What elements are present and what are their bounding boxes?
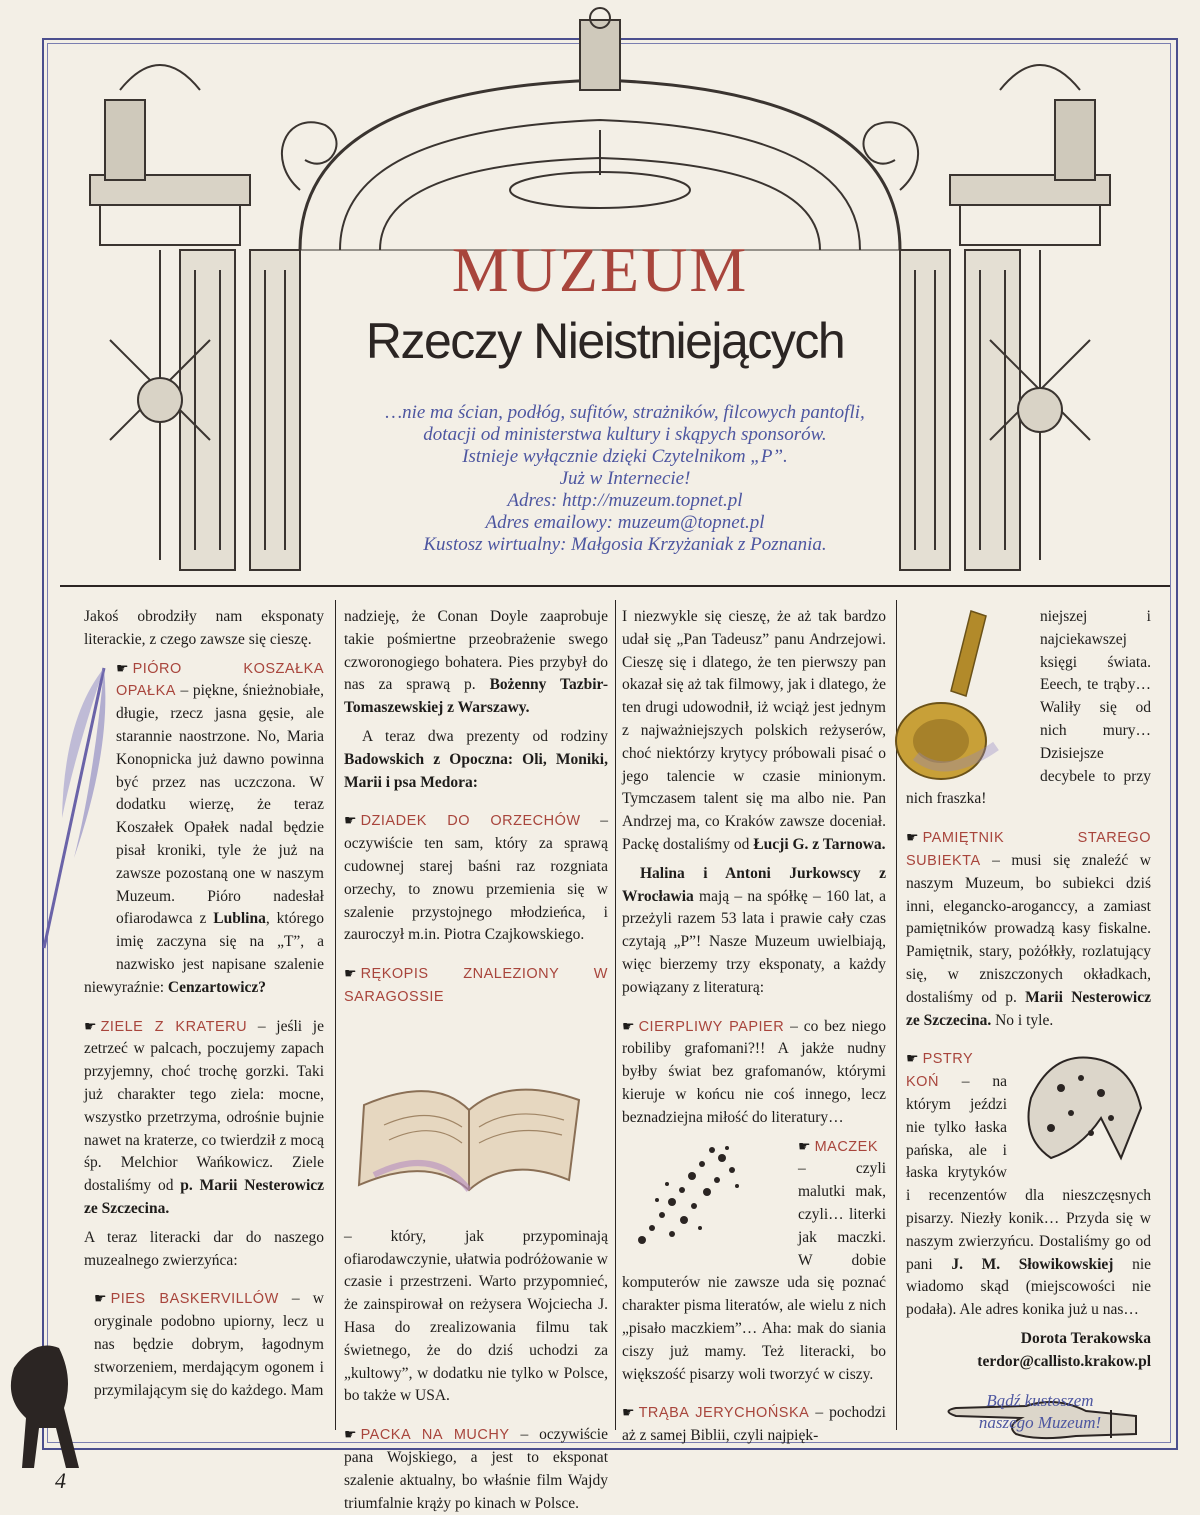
paragraph: niejszej i najciekawszej księgi świata. Eeech, te trąby… Waliły się od nich mury… Dzisiejsze decybele to przy nich fraszka!: [906, 608, 1151, 808]
intro-line: Kustosz wirtualny: Małgosia Krzyżaniak z Poznania.: [423, 534, 827, 555]
paragraph: A teraz dwa prezenty od rodziny Badowskich z Opoczna: Oli, Moniki, Marii i psa Medora:: [344, 727, 608, 791]
exhibit-heading: PSTRY KOŃ: [906, 1051, 974, 1091]
pointing-hand-icon: ☛: [94, 1291, 107, 1308]
exhibit-heading: CIERPLIWY PAPIER: [638, 1018, 785, 1035]
column-1: [84, 606, 324, 1446]
dog-illustration: [4, 1328, 94, 1478]
pointing-hand-icon: ☛: [906, 830, 919, 847]
exhibit-herb: ☛ ZIELE Z KRATERU – jeśli je zetrzeć w palcach, poczujemy zapach przyjemny, choć trochę gorzki. Taki już charakter tego ziela: mocne, wszystko przetrzyma, odrośnie bujnie nawet na kraterze, co twierdził z mocą śp. Melchior Wańkowicz. Ziele dostaliśmy od p. Marii Nesterowicz ze Szczecina.: [84, 1017, 325, 1217]
exhibit-heading: MACZEK: [814, 1138, 878, 1155]
paragraph: – który, jak przypominają ofiarodawczynie, ułatwia podróżowanie w czasie i przestrzeni. Warto przypomnieć, że zainspirował on reżysera Wojciecha J. Hasa do zrealizowania filmu tak świetnego, że do dziś uchodzi za „kultowy”, w dodatku nie tylko w Polsce, bo także w USA.: [344, 1227, 608, 1405]
exhibit-diary: ☛ PAMIĘTNIK STAREGO SUBIEKTA – musi się znaleźć w naszym Muzeum, bo subiekci dziś inni, elegancko-aroganccy, a zamiast pamiętników prowadzą kasy fiskalne. Pamiętnik, stary, pożółkły, rozlatujący się, w zniszczonych okładkach, dostaliśmy od p. Marii Nesterowicz ze Szczecina. No i tyle.: [906, 830, 1151, 1029]
pointing-hand-icon: ☛: [116, 660, 129, 677]
trumpet-illustration: [886, 606, 1036, 786]
pointing-hand-icon: ☛: [906, 1051, 919, 1068]
column-2: [344, 606, 608, 1512]
paragraph: I niezwykle się cieszę, że aż tak bardzo udał się „Pan Tadeusz” panu Andrzejowi. Cieszę się i dlatego, że ten pierwszy pan okazał się aż tak filmowy, jak i dlatego, że ten drugi udowodnił, iż wciąż jest jednym z najważniejszych polskich reżyserów, choć niektórzy krytycy próbowali pisać o jego talencie w czasie minionym. Tymczasem talent się ma albo nie. Pan Andrzej ma, co Kraków zawsze doceniał. Packę dostaliśmy od Łucji G. z Tarnowa.: [622, 608, 886, 853]
exhibit-heading: TRĄBA JERYCHOŃSKA: [638, 1405, 810, 1422]
page-title: MUZEUM: [451, 234, 749, 305]
exhibit-flyswatter: ☛ PACKA NA MUCHY – oczywiście pana Wojskiego, a jest to eksponat szalenie aktualny, bo właśnie film Wajdy triumfalnie krąży po kinach w Polsce.: [344, 1426, 608, 1512]
paragraph: Jakoś obrodziły nam eksponaty literackie, z czego zawsze się cieszę.: [84, 608, 324, 648]
callout: [945, 1390, 1135, 1434]
pointing-hand-icon: ☛: [344, 813, 357, 830]
exhibit-heading: ZIELE Z KRATERU: [100, 1018, 248, 1035]
exhibit-heading: PIES BASKERVILLÓW: [110, 1291, 279, 1308]
paragraph: Halina i Antoni Jurkowscy z Wrocławia mają – na spółkę – 160 lat, a przeżyli razem 53 lata i prawie cały czas czytają „P”! Nasze Muzeum uwielbiają, więc bierzemy trzy eksponaty, a każdy powiązany z literaturą:: [622, 864, 886, 996]
exhibit-dog: ☛ PIES BASKERVILLÓW – w oryginale podobno upiorny, lecz u nas będzie dobrym, łagodnym stworzeniem, merdającym ogonem i przymilającym się do każdego. Mam: [94, 1290, 324, 1399]
page-number: 4: [55, 1468, 66, 1493]
header-divider: [60, 585, 1170, 587]
author-email[interactable]: terdor@callisto.krakow.pl: [977, 1352, 1151, 1370]
page-subtitle: Rzeczy Nieistniejących: [365, 313, 845, 369]
intro-line: dotacji od ministerstwa kultury i skąpych sponsorów.: [423, 424, 827, 445]
column-divider: [335, 600, 336, 1430]
intro-block: [330, 402, 920, 556]
intro-email[interactable]: Adres emailowy: muzeum@topnet.pl: [485, 512, 765, 533]
callout-line: Bądź kustoszem: [986, 1391, 1094, 1410]
intro-line: Istnieje wyłącznie dzięki Czytelnikom „P”.: [462, 446, 788, 467]
exhibit-heading: DZIADEK DO ORZECHÓW: [360, 813, 581, 830]
exhibit-horse: ☛ PSTRY KOŃ – na którym jeździ nie tylko łaska pańska, ale i łaska krytyków i recenzentów dla nieszczęsnych pisarzy. Niezły konik… Przyda się w naszym zwierzyńcu. Dostaliśmy go od pani J. M. Słowikowskiej nie wiadomo skąd (miejscowości nie podała). Ale adres konika już u nas…: [906, 1051, 1151, 1319]
pointing-hand-icon: ☛: [798, 1138, 811, 1155]
horse-illustration: [1011, 1038, 1151, 1178]
pointing-hand-icon: ☛: [622, 1018, 635, 1035]
exhibit-heading: PACKA NA MUCHY: [360, 1427, 510, 1444]
intro-line: …nie ma ścian, podłóg, sufitów, strażników, filcowych pantofli,: [385, 402, 865, 423]
intro-url[interactable]: Adres: http://muzeum.topnet.pl: [507, 490, 743, 511]
exhibit-heading: RĘKOPIS ZNALEZIONY W SARAGOSSIE: [344, 966, 608, 1005]
book-illustration: [344, 1015, 594, 1220]
poppy-seeds-illustration: [622, 1140, 792, 1250]
paragraph: A teraz literacki dar do naszego muzealnego zwierzyńca:: [84, 1228, 324, 1269]
column-divider: [615, 600, 616, 1430]
exhibit-manuscript-heading: [344, 963, 608, 1009]
column-4: [906, 606, 1151, 1446]
exhibit-heading: PAMIĘTNIK STAREGO SUBIEKTA: [906, 830, 1151, 869]
column-3: [622, 606, 886, 1446]
paragraph: nadzieję, że Conan Doyle zaaprobuje takie pośmiertne przeobrażenie swego czworonogiego bohatera. Pies przybył do nas za sprawą p. Bożenny Tazbir-Tomaszewskiej z Warszawy.: [344, 608, 608, 717]
exhibit-feather: ☛ PIÓRO KOSZAŁKA OPAŁKA – piękne, śnieżnobiałe, długie, rzecz jasna gęsie, ale starannie naostrzone. No, Maria Konopnicka już dawno powinna być przez nas uczczona. W dodatku wierzę, że teraz Koszałek Opałek nadal będzie pisał kroniki, tyle że już na zawsze pozostaną one w naszym Muzeum. Pióro nadesłał ofiarodawca z Lublina, którego imię zaczyna się na „T”, a nazwisko jest napisane szalenie niewyraźnie: Cenzartowicz?: [84, 660, 324, 996]
exhibit-heading: PIÓRO KOSZAŁKA OPAŁKA: [116, 660, 324, 700]
exhibit-poppy: ☛ MACZEK – czyli malutki mak, czyli… literki jak maczki. W dobie komputerów nie zawsze uda się poznać charakter pisma literatów, ale wielu z nich „pisało maczkiem”… Aha: mak do siania ciszy już mamy. Też literacki, bo większość pisarzy woli tworzyć w ciszy.: [622, 1138, 886, 1383]
pointing-hand-icon: ☛: [84, 1018, 97, 1035]
callout-line: naszego Muzeum!: [978, 1413, 1102, 1432]
exhibit-trumpet: ☛ TRĄBA JERYCHOŃSKA – pochodzi aż z samej Biblii, czyli najpięk-: [622, 1404, 886, 1445]
pointing-hand-icon: ☛: [622, 1405, 635, 1422]
author-name: Dorota Terakowska: [1020, 1329, 1151, 1347]
exhibit-nutcracker: ☛ DZIADEK DO ORZECHÓW – oczywiście ten sam, który za sprawą cudownej starej baśni raz rozgniata orzechy, to znowu przemienia się w szalenie przystojnego młodzieńca, i zauroczył m.in. Piotra Czajkowskiego.: [344, 812, 608, 944]
exhibit-paper: ☛ CIERPLIWY PAPIER – co bez niego robiliby grafomani?!! A jakże nudny byłby świat bez grafomanów, którymi kieruje w końcu nie coś innego, lecz beznadziejna miłość do literatury…: [622, 1017, 887, 1126]
pointing-hand-icon: ☛: [344, 966, 357, 983]
feather-illustration: [34, 658, 112, 958]
pointing-hand-icon: ☛: [344, 1427, 357, 1444]
intro-line: Już w Internecie!: [559, 468, 691, 489]
